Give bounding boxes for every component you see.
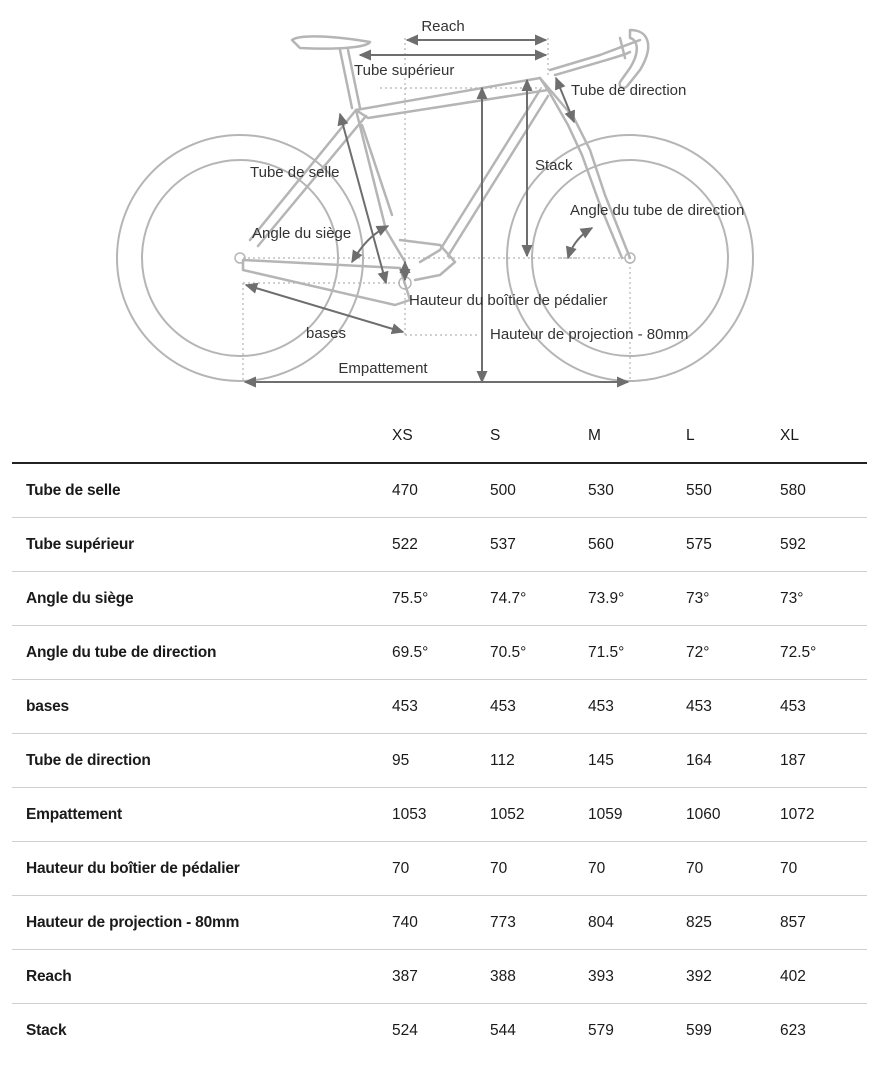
row-label: Angle du siège	[12, 572, 392, 626]
table-cell: 402	[780, 950, 867, 1004]
row-label: Tube de selle	[12, 463, 392, 518]
table-cell: 575	[686, 518, 780, 572]
table-cell: 164	[686, 734, 780, 788]
table-row	[12, 896, 867, 950]
table-cell: 804	[588, 896, 686, 950]
table-cell: 470	[392, 463, 490, 518]
table-row	[12, 463, 867, 518]
table-cell: 70	[588, 842, 686, 896]
table-cell: 1060	[686, 788, 780, 842]
table-cell: 453	[780, 680, 867, 734]
table-cell: 70	[392, 842, 490, 896]
table-cell: 453	[588, 680, 686, 734]
table-cell: 453	[686, 680, 780, 734]
table-cell: 70	[780, 842, 867, 896]
geometry-table	[12, 410, 867, 1057]
table-cell: 73°	[780, 572, 867, 626]
label-wheelbase: Empattement	[338, 360, 428, 377]
table-row	[12, 518, 867, 572]
table-row	[12, 626, 867, 680]
size-header-m: M	[588, 410, 686, 463]
table-cell: 393	[588, 950, 686, 1004]
bike-geometry-diagram	[0, 0, 874, 400]
seat-angle-arrow	[352, 226, 388, 262]
size-header-l: L	[686, 410, 780, 463]
table-cell: 70	[490, 842, 588, 896]
table-cell: 75.5°	[392, 572, 490, 626]
table-cell: 1052	[490, 788, 588, 842]
label-reach: Reach	[421, 18, 465, 35]
label-seat-tube: Tube de selle	[250, 164, 340, 181]
row-label: Stack	[26, 1021, 67, 1039]
table-cell: 387	[392, 950, 490, 1004]
row-label: Empattement	[12, 788, 392, 842]
head-angle-arrow	[568, 228, 592, 258]
table-cell: 73.9°	[588, 572, 686, 626]
table-cell: 857	[780, 896, 867, 950]
table-cell: 392	[686, 950, 780, 1004]
table-cell: 740	[392, 896, 490, 950]
table-row	[12, 950, 867, 1004]
size-header-xl: XL	[780, 410, 867, 463]
table-cell: 550	[686, 463, 780, 518]
table-cell: 544	[490, 1021, 516, 1039]
diagram-labels	[250, 18, 744, 377]
label-bb-height: Hauteur du boîtier de pédalier	[409, 292, 608, 309]
row-label: Angle du tube de direction	[12, 626, 392, 680]
table-cell: 145	[588, 734, 686, 788]
table-cell: 825	[686, 896, 780, 950]
table-row	[12, 572, 867, 626]
table-cell: 500	[490, 463, 588, 518]
table-cell: 580	[780, 463, 867, 518]
table-cell: 73°	[686, 572, 780, 626]
table-cell: 1053	[392, 788, 490, 842]
row-label: bases	[12, 680, 392, 734]
size-header-s: S	[490, 410, 588, 463]
table-cell: 69.5°	[392, 626, 490, 680]
table-row	[12, 842, 867, 896]
table-row	[12, 734, 867, 788]
table-cell: 623	[780, 1021, 806, 1039]
label-seat-angle: Angle du siège	[252, 225, 352, 242]
table-cell: 187	[780, 734, 867, 788]
table-cell: 530	[588, 463, 686, 518]
table-cell: 70.5°	[490, 626, 588, 680]
table-cell: 70	[686, 842, 780, 896]
row-label: Hauteur du boîtier de pédalier	[12, 842, 392, 896]
table-cell: 537	[490, 518, 588, 572]
table-cell: 560	[588, 518, 686, 572]
table-cell: 388	[490, 950, 588, 1004]
table-cell: 524	[392, 1021, 418, 1039]
table-cell: 773	[490, 896, 588, 950]
size-header-xs: XS	[392, 410, 490, 463]
table-cell: 1059	[588, 788, 686, 842]
table-row	[12, 680, 867, 734]
table-cell: 453	[392, 680, 490, 734]
table-cell: 112	[490, 734, 588, 788]
table-cell: 72°	[686, 626, 780, 680]
label-stack: Stack	[535, 157, 573, 174]
table-cell: 599	[686, 1021, 712, 1039]
table-cell: 72.5°	[780, 626, 867, 680]
table-row	[12, 1004, 867, 1058]
label-head-angle: Angle du tube de direction	[570, 202, 745, 219]
label-chainstays: bases	[306, 325, 347, 342]
label-top-tube: Tube supérieur	[354, 62, 455, 79]
table-cell: 579	[588, 1021, 614, 1039]
label-standover: Hauteur de projection - 80mm	[490, 326, 689, 343]
row-label: Reach	[12, 950, 392, 1004]
label-head-tube: Tube de direction	[571, 82, 687, 99]
table-cell: 592	[780, 518, 867, 572]
table-cell: 1072	[780, 788, 867, 842]
row-label: Tube supérieur	[12, 518, 392, 572]
table-cell: 74.7°	[490, 572, 588, 626]
table-cell: 95	[392, 734, 490, 788]
row-label: Hauteur de projection - 80mm	[12, 896, 392, 950]
header-blank	[12, 410, 392, 463]
table-cell: 453	[490, 680, 588, 734]
row-label: Tube de direction	[12, 734, 392, 788]
table-cell: 522	[392, 518, 490, 572]
table-row	[12, 788, 867, 842]
size-header-row	[12, 410, 867, 463]
table-cell: 71.5°	[588, 626, 686, 680]
geometry-table-body	[12, 463, 867, 1057]
